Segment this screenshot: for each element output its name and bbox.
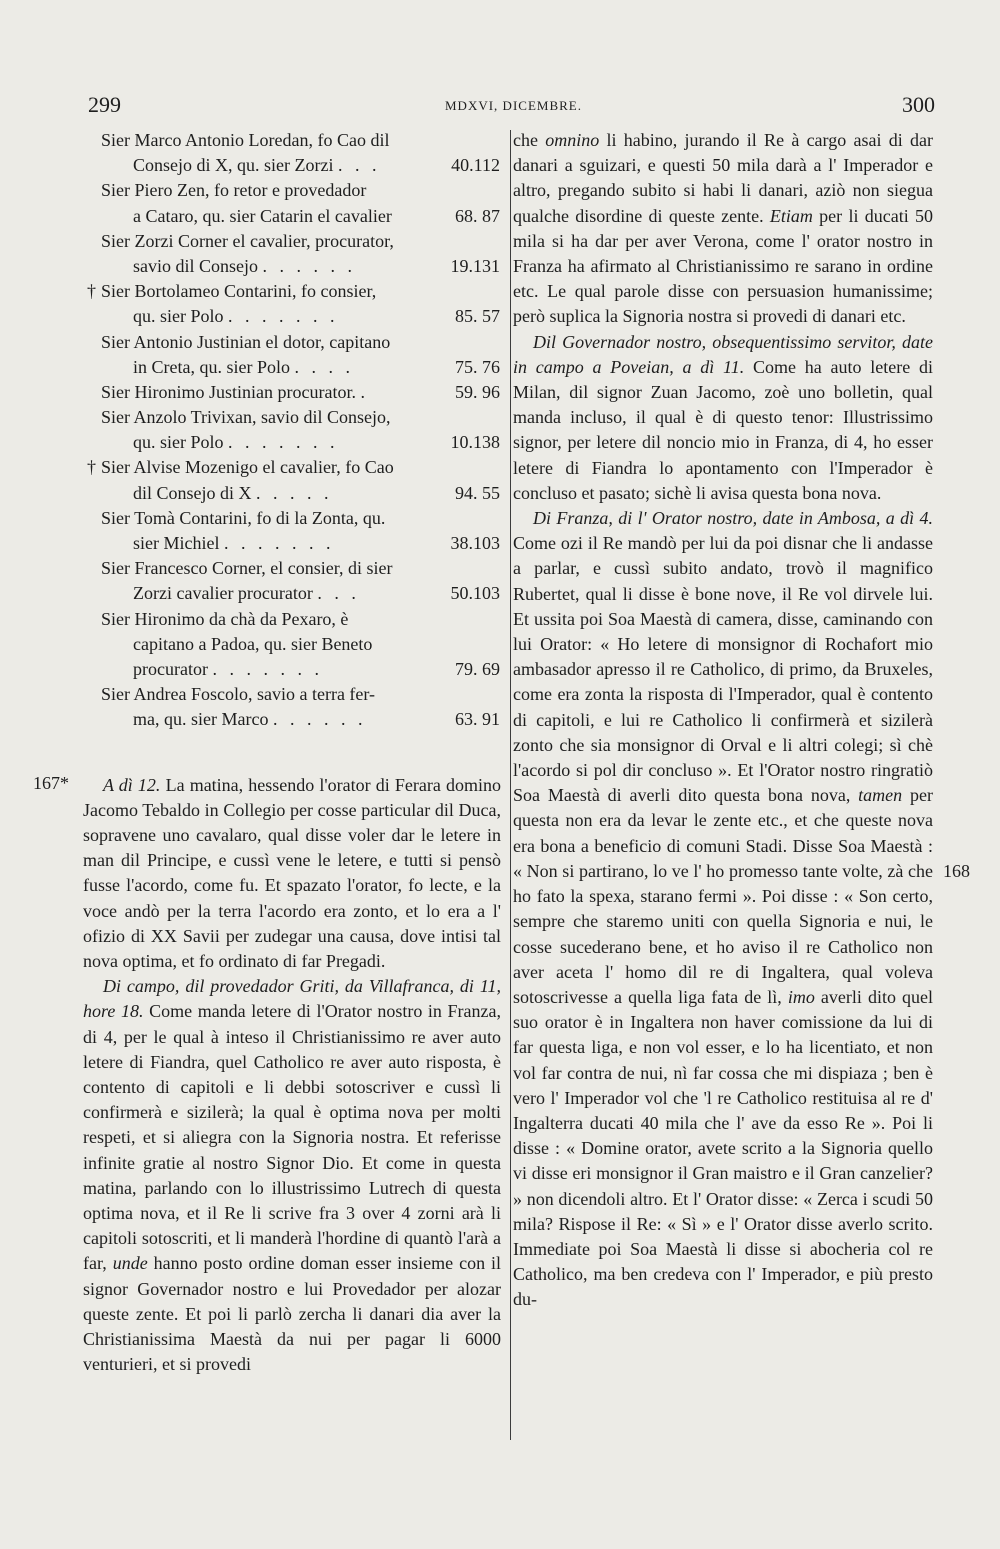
ledger-line: Sier Anzolo Trivixan, savio dil Consejo, <box>101 407 391 428</box>
paragraph-text: La matina, hessendo l'orator di Ferara domino Jacomo Tebaldo in Collegio per cosse particular dil Duca, sopravene uno cavalaro, qual disse voler dar le letere in man dil Principe, e cussì vene le letere, e tutti si pensò fusse l'acordo, come fu. Et spazato l'orator, fo lecte, e la voce andò per la terra l'acordo era zonto, et lo era a l' ofizio di XX Savii per zudegar una causa, dove intisi tal nova optima, et fo ordinato di far Pregadi. <box>83 774 502 971</box>
ledger-line <box>101 204 501 229</box>
ledger-line: Sier Francesco Corner, el consier, di sier <box>101 558 393 579</box>
dot-leaders: . . . . . . <box>262 255 356 276</box>
ledger-entry <box>83 682 501 732</box>
ledger-line <box>87 279 501 304</box>
ledger-line: capitano a Padoa, qu. sier Beneto <box>133 633 373 654</box>
paragraph-text: per li ducati 50 mila si ha dar per aver Verona, come l' orator nostro in Franza ha afirmato al Christianissimo re sarano in ordine etc. Le qual parole disse con persuasion humanissime; però suplica la Signoria nostra si provedi di danari etc. <box>513 205 934 327</box>
ledger-entry <box>83 607 501 683</box>
ledger-text: dil Consejo di X <box>133 482 252 503</box>
ledger-line <box>101 481 501 506</box>
dot-leaders: . . . . <box>294 356 354 377</box>
ledger-line <box>101 153 501 178</box>
ledger-line: Sier Antonio Justinian el dotor, capitano <box>101 331 391 352</box>
dot-leaders: . . . <box>317 583 360 604</box>
ledger-text: qu. sier Polo <box>133 306 224 327</box>
paragraph-heading: Di campo, dil provedador Griti, da Villafranca, di 11, hore 18. <box>83 976 501 1022</box>
ledger-amount: 19.131 <box>450 255 500 276</box>
italic-word: omnino <box>545 130 600 150</box>
ledger-entry <box>83 506 501 556</box>
dot-leaders: . . . . . . . <box>228 306 339 327</box>
ledger-line <box>101 430 501 455</box>
ledger-line <box>101 355 501 380</box>
dot-leaders: . . . . . . <box>272 709 367 730</box>
paragraph-griti <box>83 974 501 1377</box>
running-title: MDXVI, DICEMBRE. <box>445 98 582 113</box>
italic-word: tamen <box>858 785 903 806</box>
right-column <box>513 128 933 1313</box>
ledger-entry <box>83 330 501 380</box>
dot-leaders: . . . <box>337 155 381 176</box>
ledger-entry <box>83 279 501 329</box>
paragraph-text: Come manda letere di l'Orator nostro in Franza, di 4, per le qual à inteso il Christianissimo re aver auto letere di Fiandra, quel Catholico re aver auto risposta, è contento di capitoli e li debbi sotoscriver e cussì li confirmerà e sizilerà; la qual è optima nova per molti respeti, et si aliegra con la Signoria nostra. Et referisse infinite gratie al nostro Signor Dio. Et come in questa matina, parlando con lo illustrissimo Lutrech di questa optima nova, et il Re li scrive fra 3 over 4 zorni arà li capitoli sotoscriti, et li manderà l'hordine di quantò l'arà a far, <box>83 1001 502 1274</box>
ledger-line <box>101 581 501 606</box>
ledger-amount: 63. 91 <box>455 709 500 730</box>
ledger-amount: 38.103 <box>450 533 500 553</box>
ledger-line <box>101 657 501 682</box>
ledger-line: Sier Piero Zen, fo retor e provedador <box>101 180 367 201</box>
page-number-right: 300 <box>902 92 935 117</box>
paragraph-text: che <box>513 130 538 150</box>
ledger-text: Sier Bortolameo Contarini, fo consier, <box>101 281 377 302</box>
paragraph-text: per questa non era da levar le zente etc., et che queste nova era bona a beneficio di comuni Stadi. Disse Soa Maestà : « Non si partirano, lo ve l' ho promesso tante volte, zà che ho fato la spexa, starano fermi ». Poi disse : « Son certo, sempre che staremo uniti con quella Signoria e nui, le cosse sucederano bene, et ho aviso il re Catholico non aver aceta l' homo dil re di Ingaltera, qual voleva sotoscrivesse a quella liga fata de lì, <box>513 785 933 1007</box>
ledger-entry <box>83 128 501 178</box>
paragraph-continuation <box>513 128 933 330</box>
ledger-text: procurator <box>133 658 208 679</box>
ledger-line <box>101 304 501 329</box>
ledger-text: qu. sier Polo <box>133 432 224 453</box>
ledger-text: sier Michiel <box>133 533 220 553</box>
column-divider <box>510 130 511 1440</box>
ledger-line <box>101 380 501 405</box>
ledger-amount: 85. 57 <box>455 306 500 327</box>
ledger-text: in Creta, qu. sier Polo <box>133 356 290 377</box>
italic-word: imo <box>787 986 815 1007</box>
ledger-line <box>101 531 501 556</box>
paragraph-dec-12 <box>83 773 501 975</box>
ledger-amount: 10.138 <box>450 432 500 453</box>
ledger-line: Sier Marco Antonio Loredan, fo Cao dil <box>101 130 390 150</box>
ledger-entry <box>83 405 501 455</box>
ledger-amount: 50.103 <box>450 583 500 604</box>
paragraph-text: Come ozi il Re mandò per lui da poi disnar che li andasse a parlar, e cussì subito andato, trovò il magnifico Rubertet, qual li disse è bone nove, il Re vol dirvele lui. Et ussita poi Soa Maestà di camera, disse, caminando con lui Orator: « Ho letere di monsignor di Rochafort mio ambasador apresso il re Catholico, di primo, da Bruxeles, come era zonta la risposta di l'Imperador, qual è contento di capitoli, e lui re Catholico li confirmerà et sizilerà zonto che sia monsignor di Orval e li altri colegi; sì chè l'acordo si pol dir concluso ». Et l'Orator nostro ringratiò Soa Maestà di averli dito questa bona nova, <box>513 533 933 806</box>
ledger-entry <box>83 380 501 405</box>
page-number-left: 299 <box>88 92 121 117</box>
margin-note-right: 168 <box>943 861 970 881</box>
ledger-amount: 59. 96 <box>455 381 500 402</box>
ledger-text: a Cataro, qu. sier Catarin el cavalier <box>133 205 392 226</box>
paragraph-heading: Di Franza, di l' Orator nostro, date in Ambosa, a dì 4. <box>533 508 933 529</box>
ledger-amount: 68. 87 <box>455 205 500 226</box>
ledger-line: Sier Andrea Foscolo, savio a terra fer- <box>101 684 376 705</box>
ledger-text: savio dil Consejo <box>133 255 258 276</box>
ledger-text: Zorzi cavalier procurator <box>133 583 313 604</box>
margin-note-left: 167* <box>33 773 69 793</box>
dot-leaders: . <box>360 381 369 402</box>
ledger-text: Sier Hironimo Justinian procurator. <box>101 381 356 402</box>
ledger-amount: 75. 76 <box>455 356 500 377</box>
ledger-text: Consejo di X, qu. sier Zorzi <box>133 155 334 176</box>
paragraph-text: li habino, jurando il Re à cargo asai di dar danari a sguizari, e questi 50 mila darà a l' Imperador e altro, pregando subito si habi li danari, aziò non siegua qualche disordine di queste zente. <box>513 130 933 226</box>
dagger-mark: † <box>87 457 96 478</box>
dagger-mark: † <box>87 281 96 302</box>
ledger-text: Sier Alvise Mozenigo el cavalier, fo Cao <box>101 457 394 478</box>
ledger-line: Sier Tomà Contarini, fo di la Zonta, qu. <box>101 507 386 528</box>
dot-leaders: . . . . . . . <box>223 533 335 553</box>
ledger-entry <box>83 229 501 279</box>
ledger-text: ma, qu. sier Marco <box>133 709 269 730</box>
paragraph-governador <box>513 330 933 506</box>
paragraph-franza <box>513 506 933 1313</box>
ledger-line <box>101 254 501 279</box>
ledger-amount: 94. 55 <box>455 482 500 503</box>
ledger-entry <box>83 556 501 606</box>
ledger-line: Sier Hironimo da chà da Pexaro, è <box>101 608 349 629</box>
paragraph-heading: A dì 12. <box>103 774 161 795</box>
ledger-line <box>101 707 501 732</box>
italic-word: Etiam <box>769 205 813 226</box>
dot-leaders: . . . . . <box>256 482 333 503</box>
dot-leaders: . . . . . . . <box>228 432 339 453</box>
ledger-line: Sier Zorzi Corner el cavalier, procurator, <box>101 230 394 251</box>
ledger-amount: 79. 69 <box>455 658 500 679</box>
paragraph-text: Come ha auto letere di Milan, dil signor Zuan Jacomo, zoè uno bolletin, qual manda incluso, il qual è di questo tenor: Illustrissimo signor, per letere dil noncio mio in Franza, di 4, ho esser letere di Fiandra lo apontamento con l'Imperador è concluso et pasato; sichè li avisa questa bona nova. <box>513 356 933 503</box>
dot-leaders: . . . . . . . <box>212 658 323 679</box>
ledger-amount: 40.112 <box>451 155 500 176</box>
ledger-entry <box>83 178 501 228</box>
paragraph-heading: Dil Governador nostro, obsequentissimo servitor, date in campo a Poveian, a dì 11. <box>513 331 933 377</box>
ledger-entry <box>83 455 501 505</box>
paragraph-text: hanno posto ordine doman esser insieme con il signor Governador nostro e lui Provedador per alozar queste zente. Et poi li parlò zercha li danari dia aver la Christianissima Maestà da nui per pagar li 6000 venturieri, et si provedi <box>83 1253 501 1375</box>
italic-word: unde <box>112 1253 148 1274</box>
paragraph-text: averli dito quel suo orator è in Ingaltera non haver comissione da lui di far questa liga, e non vol esser, e lo ha licentiato, et non vol far contra de nui, nì far cossa che mi dispiaza ; ben è vero l' Imperador vol che 'l re Catholico restituisa al re d' Ingalterra ducati 40 mila che l' ave da esso Re ». Poi li disse : « Domine orator, avete scrito a la Signoria quello vi disse eri monsignor il Gran maistro e il Gran canzelier? » non dicendoli altro. Et l' Orator disse: « Zerca i scudi 50 mila? Rispose il Re: « Sì » e l' Orator disse averlo scrito. Immediate poi Soa Maestà li disse si abocheria col re Catholico, ma ben credeva con l' Imperador, e più presto du- <box>513 986 933 1310</box>
left-column <box>83 128 501 1377</box>
ledger-line <box>87 455 501 480</box>
